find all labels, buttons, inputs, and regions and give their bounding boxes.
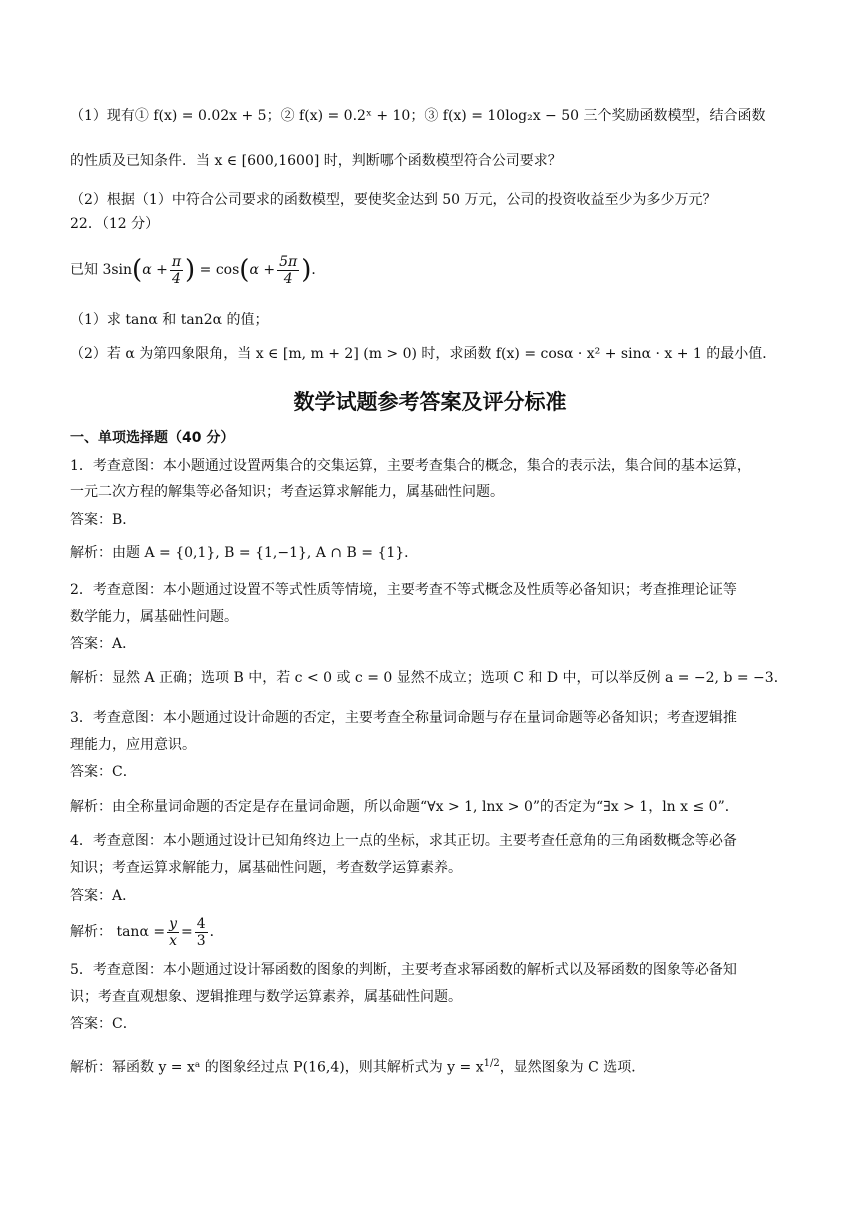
- item2-intent-line2: 数学能力，属基础性问题。: [70, 609, 238, 625]
- q22-part1: （1）求 tanα 和 tan2α 的值；: [70, 312, 269, 328]
- q22-given: [70, 250, 800, 294]
- item1-intent-line2: 一元二次方程的解集等必备知识；考查运算求解能力，属基础性问题。: [70, 484, 504, 500]
- q22-header: 22．（12 分）: [70, 216, 160, 232]
- q22-given-mid: = cos: [195, 262, 240, 278]
- fraction-numerator: 4: [196, 915, 206, 932]
- item4-answer: 答案：A．: [70, 888, 137, 904]
- fraction-numerator: π: [171, 253, 182, 270]
- item1-intent-line1: 1．考查意图：本小题通过设置两集合的交集运算，主要考查集合的概念，集合的表示法，集合间的基本运算，: [70, 458, 751, 474]
- right-paren: ): [301, 255, 312, 285]
- item5-intent-line2: 识；考查直观想象、逻辑推理与数学运算素养，属基础性问题。: [70, 989, 462, 1005]
- q21-part2: （2）根据（1）中符合公司要求的函数模型，要使奖金达到 50 万元，公司的投资收益至少为多少万元？: [70, 192, 717, 208]
- item5-analysis: [70, 1054, 800, 1078]
- fraction-denominator: 4: [171, 270, 181, 287]
- item3-answer: 答案：C．: [70, 764, 137, 780]
- q22-given-end: ．: [311, 262, 326, 278]
- fraction-4-over-3: [195, 916, 208, 949]
- fraction-pi-over-4: [170, 254, 183, 287]
- q21-part1-line2: 的性质及已知条件．当 x ∈ [600,1600] 时，判断哪个函数模型符合公司要求？: [70, 153, 562, 169]
- item2-answer: 答案：A．: [70, 636, 137, 652]
- item2-intent-line1: 2．考查意图：本小题通过设置不等式性质等情境，主要考查不等式概念及性质等必备知识；考查推理论证等: [70, 582, 737, 598]
- item2-analysis: 解析：显然 A 正确；选项 B 中，若 c < 0 或 c = 0 显然不成立；选项 C 和 D 中，可以举反例 a = −2, b = −3．: [70, 670, 788, 686]
- item3-analysis: 解析：由全称量词命题的否定是存在量词命题，所以命题“∀x > 1, lnx > 0”的否定为“∃x > 1，ln x ≤ 0”．: [70, 799, 739, 815]
- fraction-5pi-over-4: [277, 254, 299, 287]
- q21-part1-line1: （1）现有① f(x) = 0.02x + 5；② f(x) = 0.2ˣ + 10；③ f(x) = 10log₂x − 50 三个奖励函数模型，结合函数: [70, 108, 766, 124]
- exponent-one-half: 1/2: [483, 1058, 500, 1069]
- item3-intent-line2: 理能力，应用意识。: [70, 737, 196, 753]
- item1-analysis: 解析：由题 A = {0,1}, B = {1,−1}, A ∩ B = {1}．: [70, 545, 419, 561]
- item4-analysis: [70, 912, 800, 952]
- item5-answer: 答案：C．: [70, 1016, 137, 1032]
- item5-analysis-part1: 解析：幂函数 y = xᵃ 的图象经过点 P(16,4)，则其解析式为 y = x: [70, 1059, 484, 1076]
- answer-key-title: 数学试题参考答案及评分标准: [293, 390, 567, 414]
- left-paren: (: [132, 255, 143, 285]
- item5-intent-line1: 5．考查意图：本小题通过设计幂函数的图象的判断，主要考查求幂函数的解析式以及幂函数的图象等必备知: [70, 962, 737, 978]
- q22-given-alpha2: α +: [249, 262, 276, 278]
- item4-analysis-end: ．: [209, 924, 224, 940]
- q22-part2: （2）若 α 为第四象限角，当 x ∈ [m, m + 2] (m > 0) 时，求函数 f(x) = cosα · x² + sinα · x + 1 的最小值．: [70, 346, 777, 362]
- q22-given-alpha1: α +: [142, 262, 168, 278]
- fraction-y-over-x: [167, 916, 179, 949]
- item5-analysis-part2: ，显然图象为 C 选项．: [499, 1059, 646, 1076]
- item4-intent-line1: 4．考查意图：本小题通过设计已知角终边上一点的坐标，求其正切。主要考查任意角的三角函数概念等必备: [70, 833, 737, 849]
- fraction-denominator: 4: [283, 270, 293, 287]
- equals-sign: =: [181, 924, 193, 940]
- left-paren: (: [239, 255, 250, 285]
- item3-intent-line1: 3．考查意图：本小题通过设计命题的否定，主要考查全称量词命题与存在量词命题等必备知识；考查逻辑推: [70, 710, 737, 726]
- item4-intent-line2: 知识；考查运算求解能力，属基础性问题，考查数学运算素养。: [70, 860, 462, 876]
- q22-given-prefix: 已知 3sin: [70, 262, 133, 278]
- right-paren: ): [185, 255, 196, 285]
- fraction-denominator: x: [169, 932, 177, 949]
- fraction-numerator: y: [169, 915, 177, 932]
- item1-answer: 答案：B．: [70, 512, 137, 528]
- fraction-numerator: 5π: [279, 253, 298, 270]
- fraction-denominator: 3: [196, 932, 206, 949]
- item4-analysis-prefix: 解析： tanα =: [70, 924, 166, 940]
- section-single-choice: 一、单项选择题（40 分）: [70, 430, 235, 446]
